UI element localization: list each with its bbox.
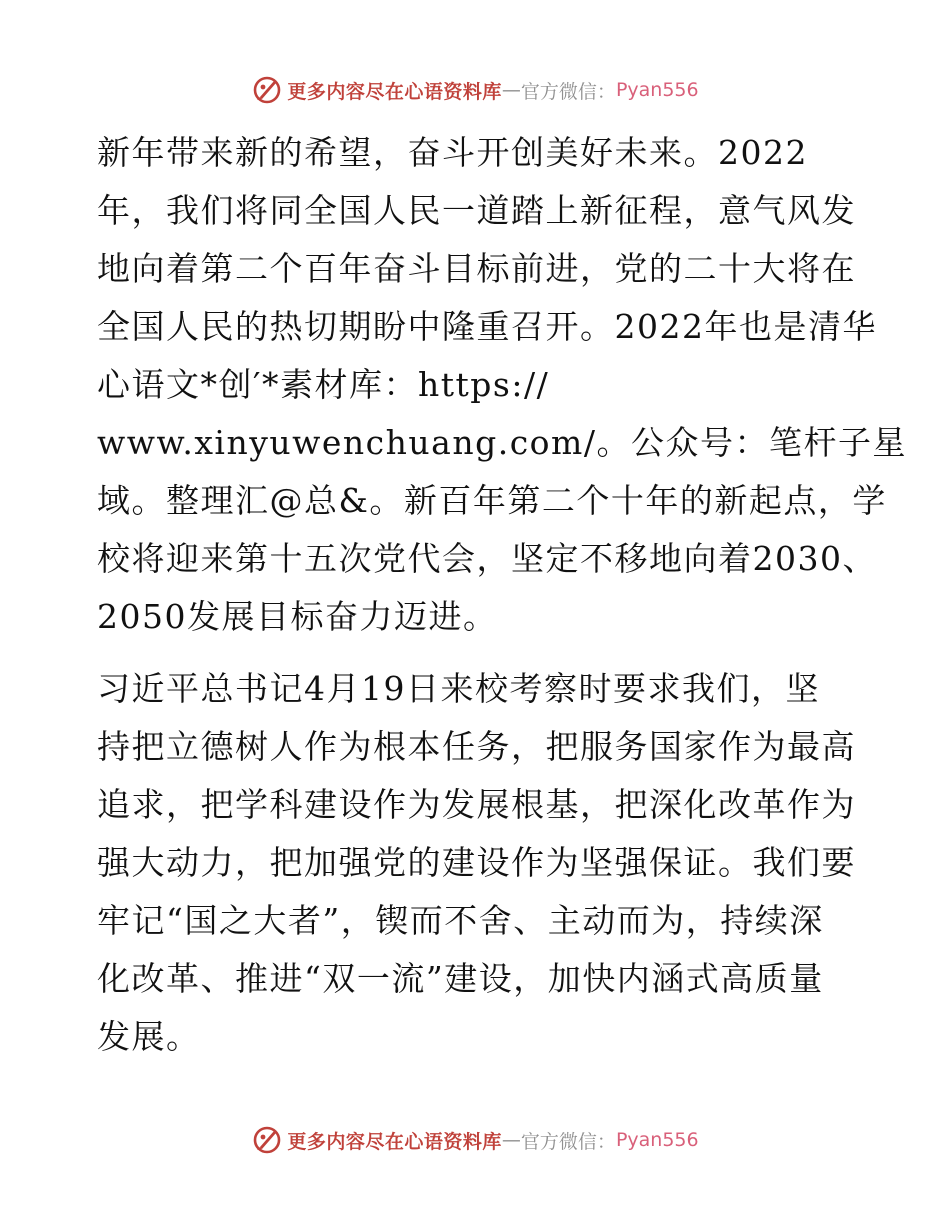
header-banner xyxy=(0,70,950,110)
text-line: 持把立德树人作为根本任务，把服务国家作为最高 xyxy=(97,727,856,766)
text-line: 心语文*创′*素材库：https:// xyxy=(97,365,550,404)
footer-banner xyxy=(0,1120,950,1160)
text-line: www.xinyuwenchuang.com/。公众号：笔杆子星 xyxy=(97,423,907,462)
banner-contact-id: Pyan556 xyxy=(615,1129,699,1151)
text-line: 域。整理汇@总&。新百年第二个十年的新起点，学 xyxy=(97,481,887,520)
paragraph-2 xyxy=(97,660,857,1066)
text-line: 追求，把学科建设作为发展根基，把深化改革作为 xyxy=(97,785,856,824)
text-line: 年，我们将同全国人民一道踏上新征程，意气风发 xyxy=(97,191,856,230)
text-line: 习近平总书记4月19日来校考察时要求我们，坚 xyxy=(97,669,820,708)
body-text xyxy=(97,124,907,1066)
banner-dash: — xyxy=(501,79,521,101)
banner-contact-label: 官方微信： xyxy=(520,80,616,103)
banner-dash: — xyxy=(501,1129,521,1151)
text-line: 新年带来新的希望，奋斗开创美好未来。2022 xyxy=(97,133,808,172)
quill-logo-icon xyxy=(251,74,283,106)
text-line: 地向着第二个百年奋斗目标前进，党的二十大将在 xyxy=(97,249,856,288)
text-line: 发展。 xyxy=(97,1017,201,1056)
banner-title: 更多内容尽在心语资料库 xyxy=(287,80,502,103)
text-line: 全国人民的热切期盼中隆重召开。2022年也是清华 xyxy=(97,307,877,346)
banner-contact-id: Pyan556 xyxy=(615,79,699,101)
banner-title: 更多内容尽在心语资料库 xyxy=(287,1130,502,1153)
text-line: 强大动力，把加强党的建设作为坚强保证。我们要 xyxy=(97,843,856,882)
quill-logo-icon xyxy=(251,1124,283,1156)
text-line: 化改革、推进“双一流”建设，加快内涵式高质量 xyxy=(97,959,824,998)
paragraph-1 xyxy=(97,124,907,646)
banner-contact-label: 官方微信： xyxy=(520,1130,616,1153)
text-line: 校将迎来第十五次党代会，坚定不移地向着2030、 xyxy=(97,539,877,578)
text-line: 牢记“国之大者”，锲而不舍、主动而为，持续深 xyxy=(97,901,824,940)
text-line: 2050发展目标奋力迈进。 xyxy=(97,597,498,636)
